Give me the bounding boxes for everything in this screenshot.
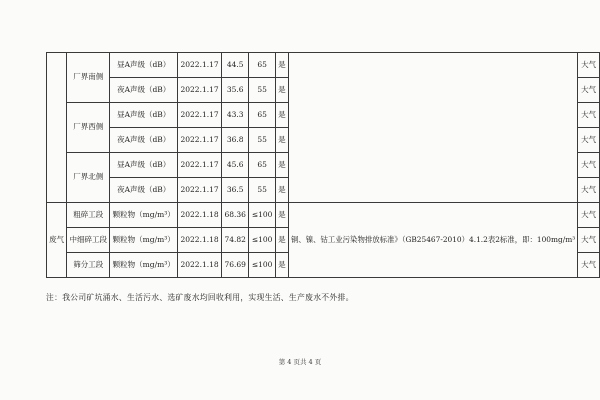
item-cell: 夜A声级（dB） — [110, 128, 178, 153]
medium-cell: 大气 — [578, 203, 600, 228]
location-cell: 厂界北侧 — [67, 153, 110, 203]
limit-cell: 55 — [249, 178, 275, 203]
result-cell: 是 — [275, 78, 288, 103]
date-cell: 2022.1.18 — [178, 228, 222, 253]
medium-cell: 大气 — [578, 128, 600, 153]
value-cell: 68.36 — [222, 203, 249, 228]
date-cell: 2022.1.17 — [178, 78, 222, 103]
category-cell: 废气 — [47, 203, 67, 278]
value-cell: 43.3 — [222, 103, 249, 128]
page-number: 第 4 页共 4 页 — [278, 358, 322, 366]
medium-cell: 大气 — [578, 53, 600, 78]
value-cell: 76.69 — [222, 253, 249, 278]
medium-cell: 大气 — [578, 178, 600, 203]
monitoring-results-table — [46, 52, 600, 278]
value-cell: 44.5 — [222, 53, 249, 78]
emission-standard-cell: 铜、镍、钴工业污染物排放标准》（GB25467-2010）4.1.2表2标准，即：100mg/m³ — [288, 203, 577, 278]
result-cell: 是 — [275, 128, 288, 153]
date-cell: 2022.1.18 — [178, 253, 222, 278]
limit-cell: 65 — [249, 53, 275, 78]
medium-cell: 大气 — [578, 253, 600, 278]
result-cell: 是 — [275, 228, 288, 253]
location-cell: 厂界西侧 — [67, 103, 110, 153]
value-cell: 45.6 — [222, 153, 249, 178]
limit-cell: 65 — [249, 153, 275, 178]
item-cell: 昼A声级（dB） — [110, 53, 178, 78]
medium-cell: 大气 — [578, 103, 600, 128]
date-cell: 2022.1.17 — [178, 178, 222, 203]
medium-cell: 大气 — [578, 78, 600, 103]
location-cell: 厂界南侧 — [67, 53, 110, 103]
limit-cell: 55 — [249, 128, 275, 153]
date-cell: 2022.1.18 — [178, 203, 222, 228]
date-cell: 2022.1.17 — [178, 128, 222, 153]
limit-cell: ≤100 — [249, 203, 275, 228]
item-cell: 夜A声级（dB） — [110, 178, 178, 203]
date-cell: 2022.1.17 — [178, 53, 222, 78]
limit-cell: ≤100 — [249, 253, 275, 278]
date-cell: 2022.1.17 — [178, 153, 222, 178]
location-cell: 粗碎工段 — [67, 203, 110, 228]
limit-cell: 55 — [249, 78, 275, 103]
value-cell: 74.82 — [222, 228, 249, 253]
medium-cell: 大气 — [578, 153, 600, 178]
item-cell: 颗粒物（mg/m³） — [110, 203, 178, 228]
item-cell: 夜A声级（dB） — [110, 78, 178, 103]
location-cell: 筛分工段 — [67, 253, 110, 278]
table-row — [47, 53, 600, 78]
value-cell: 36.8 — [222, 128, 249, 153]
result-cell: 是 — [275, 53, 288, 78]
item-cell: 昼A声级（dB） — [110, 153, 178, 178]
result-cell: 是 — [275, 203, 288, 228]
result-cell: 是 — [275, 178, 288, 203]
value-cell: 36.5 — [222, 178, 249, 203]
item-cell: 昼A声级（dB） — [110, 103, 178, 128]
result-cell: 是 — [275, 153, 288, 178]
result-cell: 是 — [275, 253, 288, 278]
date-cell: 2022.1.17 — [178, 103, 222, 128]
medium-cell: 大气 — [578, 228, 600, 253]
item-cell: 颗粒物（mg/m³） — [110, 228, 178, 253]
footnote: 注：我公司矿坑涌水、生活污水、选矿废水均回收利用，实现生活、生产废水不外排。 — [46, 293, 354, 302]
location-cell: 中细碎工段 — [67, 228, 110, 253]
result-cell: 是 — [275, 103, 288, 128]
item-cell: 颗粒物（mg/m³） — [110, 253, 178, 278]
standard-cell-blank — [288, 53, 577, 203]
limit-cell: ≤100 — [249, 228, 275, 253]
table-row — [47, 203, 600, 228]
limit-cell: 65 — [249, 103, 275, 128]
value-cell: 35.6 — [222, 78, 249, 103]
category-cell-blank — [47, 53, 67, 203]
